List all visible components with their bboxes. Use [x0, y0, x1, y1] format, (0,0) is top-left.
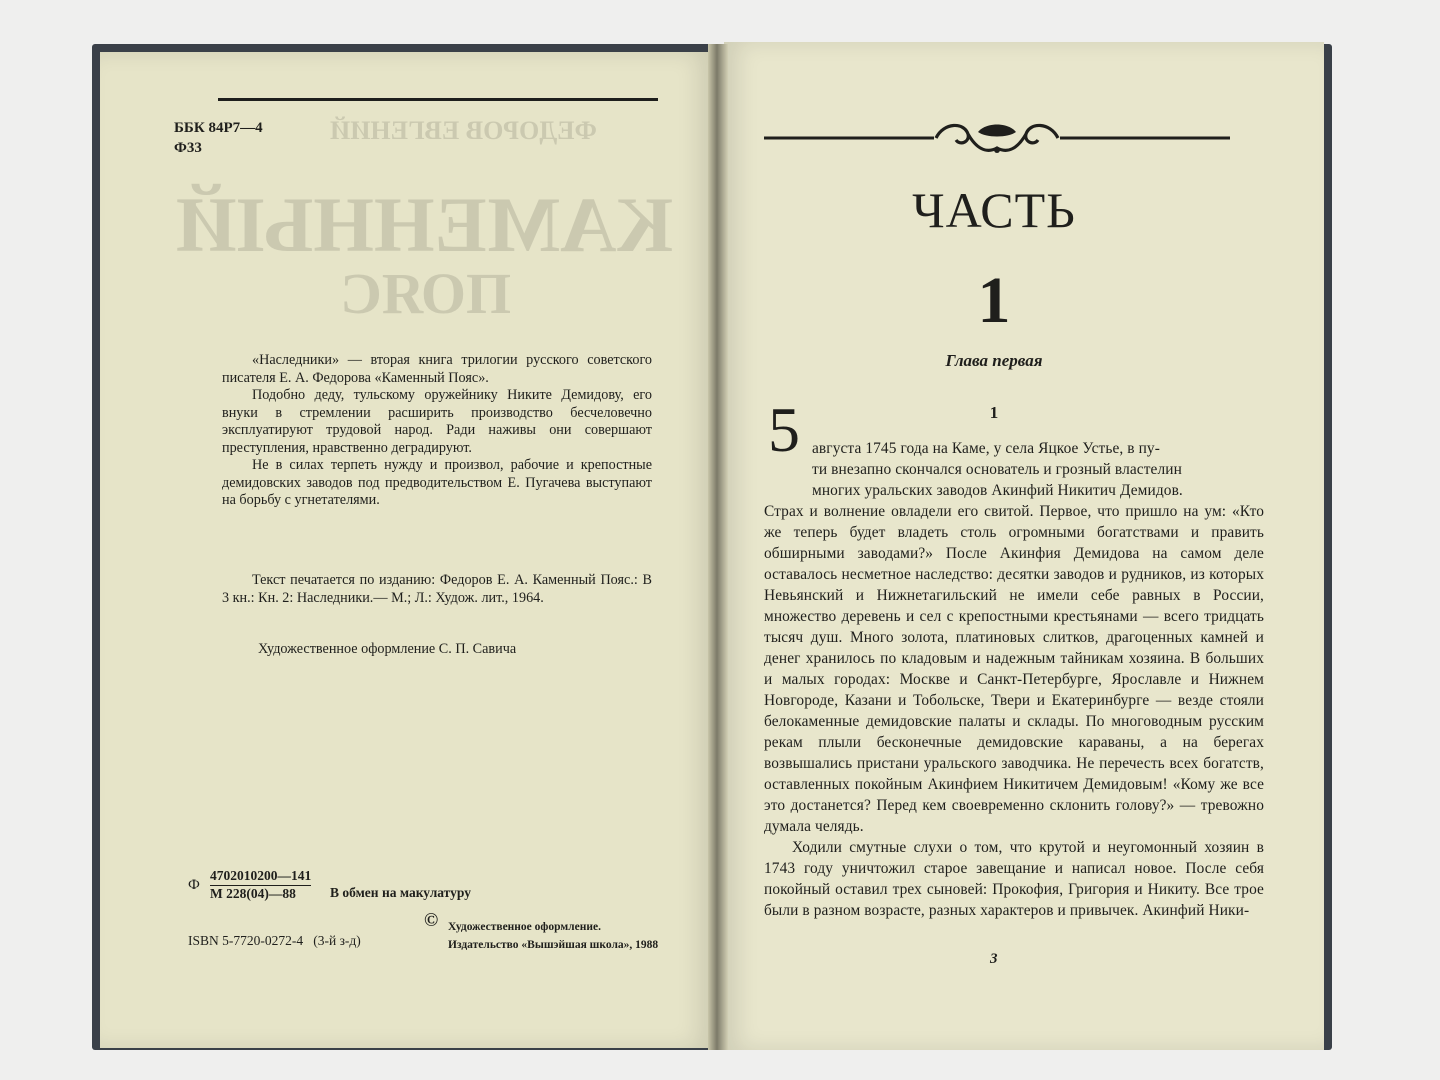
edition-note: Текст печатается по изданию: Федоров Е. А. Каменный Пояс.: В 3 кн.: Кн. 2: Наследники.— М.; Л.: Худож. лит., 1964. [222, 572, 652, 606]
isbn: ISBN 5-7720-0272-4 (3-й з-д) [188, 933, 361, 948]
page-number: 3 [990, 951, 998, 967]
ghost-author: ФЕДОРОВ ЕВГЕНИЙ [330, 116, 597, 145]
annotation-paragraph: «Наследники» — вторая книга трилогии русского советского писателя Е. А. Федорова «Каменный Пояс». [222, 352, 652, 386]
ornament-divider [764, 118, 1230, 162]
ghost-subtitle: ПОЯС [340, 261, 512, 326]
imprint-code-top: 4702010200—141 [210, 868, 311, 886]
annotation-paragraph: Не в силах терпеть нужду и произвол, рабочие и крепостные демидовских заводов под предводительством Е. Пугачева выступают на борьбу с угнетателями. [222, 457, 652, 508]
section-number: 1 [989, 403, 999, 422]
chapter-heading: Глава первая [945, 351, 1043, 370]
part-number: 1 [977, 264, 1011, 337]
paragraph-2: Ходили смутные слухи о том, что крутой и неугомонный хозяин в 1743 году уничтожил старое завещание и написал новое. После себя покойный оставил трех сыновей: Прокофия, Григория и Никиту. Все трое были в разном возрасте, разных характеров и привычек. Акинфий Ники- [764, 839, 1264, 919]
copyright-symbol: © [424, 910, 439, 931]
body-text [764, 501, 1264, 921]
opening-lines [812, 438, 1264, 501]
ghost-title: КАМЕННЫЙ [176, 181, 674, 268]
design-credit: Художественное оформление С. П. Савича [258, 641, 517, 657]
part-title: ЧАСТЬ [912, 182, 1076, 238]
annotation-paragraph: Подобно деду, тульскому оружейнику Никите Демидову, его внуки в стремлении расширить производство бесчеловечно эксплуатируют трудовой народ. Ради наживы они совершают преступления, нравственно деградируют. [222, 387, 652, 456]
bbk-code: ББК 84Р7—4 Ф33 [174, 120, 263, 156]
text-line: многих уральских заводов Акинфий Никитич Демидов. [812, 482, 1183, 499]
paragraph-1: Страх и волнение овладели его свитой. Первое, что пришло на ум: «Кто же теперь будет владеть столь огромными богатствами и править обширными заводами?» После Акинфия Демидова на самом деле оставалось несметное наследство: десятки заводов и рудников, из которых Невьянский и Нижнетагильский не имели себе равных в России, множество деревень и сел с крепостными крестьянами — всего тридцать тысяч душ. Много золота, платиновых слитков, драгоценных камней и денег хранилось по кладовым и надежным тайникам хозяина. В больших и малых городах: Москве и Санкт-Петербурге, Ярославле и Нижнем Новгороде, Казани и Тобольске, Твери и Екатеринбурге — везде стояли белокаменные демидовские палаты и склады. По многоводным русским рекам плыли бесконечные демидовские караваны, а на берегах возвышались пристани уральского заводчика. Не перечесть всех богатств, оставленных покойным Акинфием Никитичем Демидовым! «Кому же все это достанется? Перед кем своевременно склонить голову?» — тревожно думала челядь. [764, 503, 1264, 835]
imprint-code-bottom: М 228(04)—88 [210, 886, 296, 901]
text-line: ти внезапно скончался основатель и грозный властелин [812, 461, 1182, 478]
copyright-block: Художественное оформление. Издательство «Вышэйшая школа», 1988 [448, 921, 659, 951]
top-rule [218, 98, 658, 101]
exchange-note: В обмен на макулатуру [330, 885, 471, 900]
drop-cap: 5 [768, 394, 800, 465]
annotation-block [222, 352, 652, 510]
imprint-code-fraction [210, 868, 311, 902]
imprint-f-letter: Ф [188, 877, 200, 893]
text-line: августа 1745 года на Каме, у села Яцкое Устье, в пу- [812, 440, 1160, 457]
